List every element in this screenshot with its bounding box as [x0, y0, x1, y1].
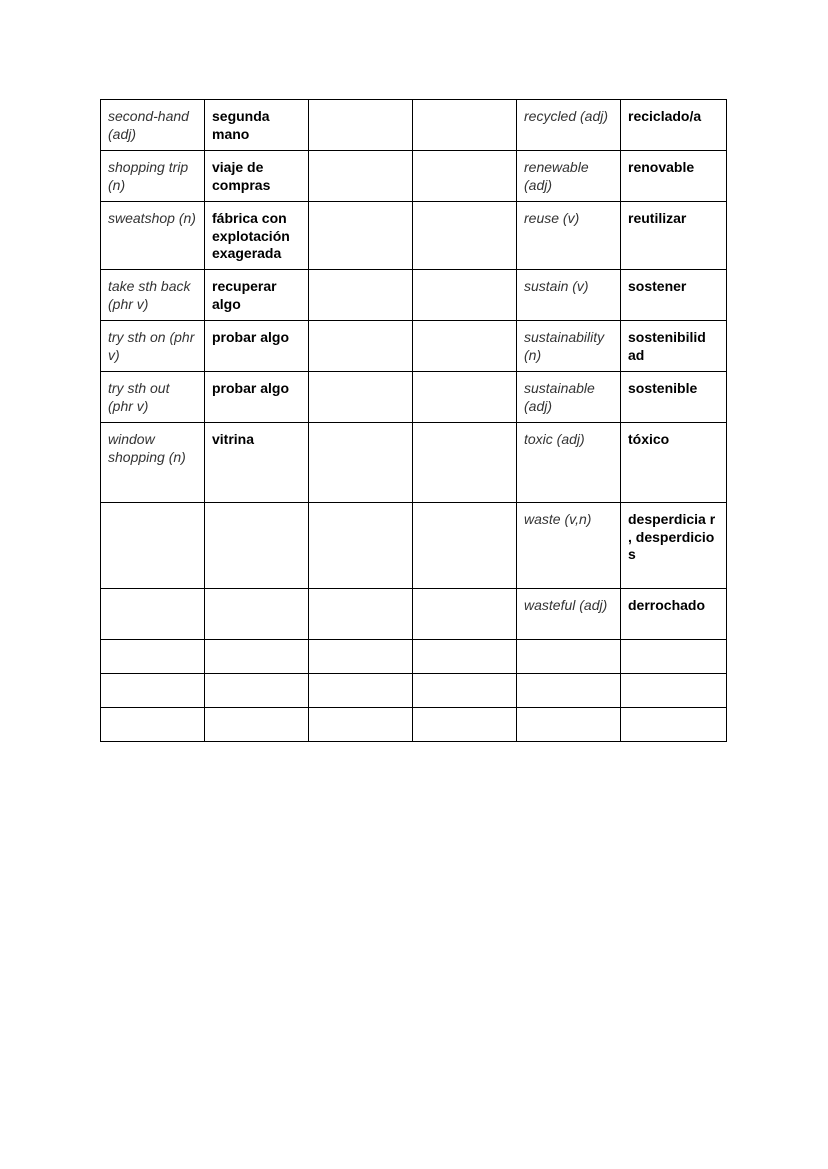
table-cell-empty [413, 151, 517, 202]
table-row [101, 372, 727, 423]
table-cell-empty [413, 589, 517, 640]
table-cell-translation: tóxico [621, 423, 727, 503]
table-cell-empty [309, 321, 413, 372]
table-cell-empty [621, 640, 727, 674]
table-cell-empty [101, 674, 205, 708]
table-row-empty [101, 708, 727, 742]
table-cell-empty [413, 640, 517, 674]
table-cell-term: shopping trip (n) [101, 151, 205, 202]
table-cell-translation: viaje de compras [205, 151, 309, 202]
table-cell-empty [309, 270, 413, 321]
table-cell-empty [309, 589, 413, 640]
table-cell-translation: reciclado/a [621, 100, 727, 151]
table-cell-translation [205, 589, 309, 640]
table-cell-empty [621, 708, 727, 742]
table-cell-translation: sostenible [621, 372, 727, 423]
table-cell-term: wasteful (adj) [517, 589, 621, 640]
table-cell-term: renewable (adj) [517, 151, 621, 202]
table-cell-translation: segunda mano [205, 100, 309, 151]
table-cell-term: sweatshop (n) [101, 202, 205, 270]
table-cell-empty [413, 503, 517, 589]
table-row [101, 151, 727, 202]
table-cell-translation: probar algo [205, 321, 309, 372]
table-cell-term: waste (v,n) [517, 503, 621, 589]
table-cell-empty [309, 640, 413, 674]
table-cell-empty [205, 674, 309, 708]
table-row [101, 270, 727, 321]
table-cell-translation: sostener [621, 270, 727, 321]
table-cell-empty [621, 674, 727, 708]
table-cell-empty [309, 202, 413, 270]
table-cell-empty [413, 708, 517, 742]
table-row [101, 503, 727, 589]
table-row [101, 423, 727, 503]
table-cell-empty [413, 270, 517, 321]
table-cell-translation: sostenibilid ad [621, 321, 727, 372]
table-cell-term: try sth on (phr v) [101, 321, 205, 372]
table-cell-translation: vitrina [205, 423, 309, 503]
table-row-empty [101, 640, 727, 674]
table-cell-term: sustainable (adj) [517, 372, 621, 423]
table-cell-empty [101, 708, 205, 742]
table-cell-empty [205, 640, 309, 674]
table-cell-empty [309, 503, 413, 589]
table-cell-term [101, 589, 205, 640]
table-cell-empty [309, 708, 413, 742]
table-cell-term: try sth out (phr v) [101, 372, 205, 423]
table-cell-translation: recuperar algo [205, 270, 309, 321]
table-row [101, 100, 727, 151]
table-cell-term: sustain (v) [517, 270, 621, 321]
table-cell-empty [413, 321, 517, 372]
table-cell-term: reuse (v) [517, 202, 621, 270]
table-cell-empty [205, 708, 309, 742]
table-cell-translation: renovable [621, 151, 727, 202]
table-cell-empty [413, 423, 517, 503]
table-cell-empty [517, 708, 621, 742]
table-cell-term: take sth back (phr v) [101, 270, 205, 321]
table-cell-translation: probar algo [205, 372, 309, 423]
table-cell-empty [413, 674, 517, 708]
table-cell-empty [517, 674, 621, 708]
table-cell-empty [309, 100, 413, 151]
table-cell-term [101, 503, 205, 589]
table-cell-translation: derrochado [621, 589, 727, 640]
table-cell-term: recycled (adj) [517, 100, 621, 151]
table-cell-term: window shopping (n) [101, 423, 205, 503]
table-cell-translation: reutilizar [621, 202, 727, 270]
table-row [101, 321, 727, 372]
table-cell-empty [413, 100, 517, 151]
table-cell-empty [413, 202, 517, 270]
table-cell-translation: fábrica con explotación exagerada [205, 202, 309, 270]
table-row [101, 202, 727, 270]
table-cell-empty [309, 423, 413, 503]
table-cell-empty [309, 151, 413, 202]
table-cell-empty [413, 372, 517, 423]
table-row [101, 589, 727, 640]
table-cell-term: sustainability (n) [517, 321, 621, 372]
table-cell-translation: desperdicia r , desperdicio s [621, 503, 727, 589]
table-cell-translation [205, 503, 309, 589]
vocabulary-table [100, 99, 727, 742]
table-cell-empty [101, 640, 205, 674]
table-row-empty [101, 674, 727, 708]
table-cell-empty [309, 372, 413, 423]
table-cell-empty [517, 640, 621, 674]
table-cell-term: second-hand (adj) [101, 100, 205, 151]
table-cell-empty [309, 674, 413, 708]
table-cell-term: toxic (adj) [517, 423, 621, 503]
